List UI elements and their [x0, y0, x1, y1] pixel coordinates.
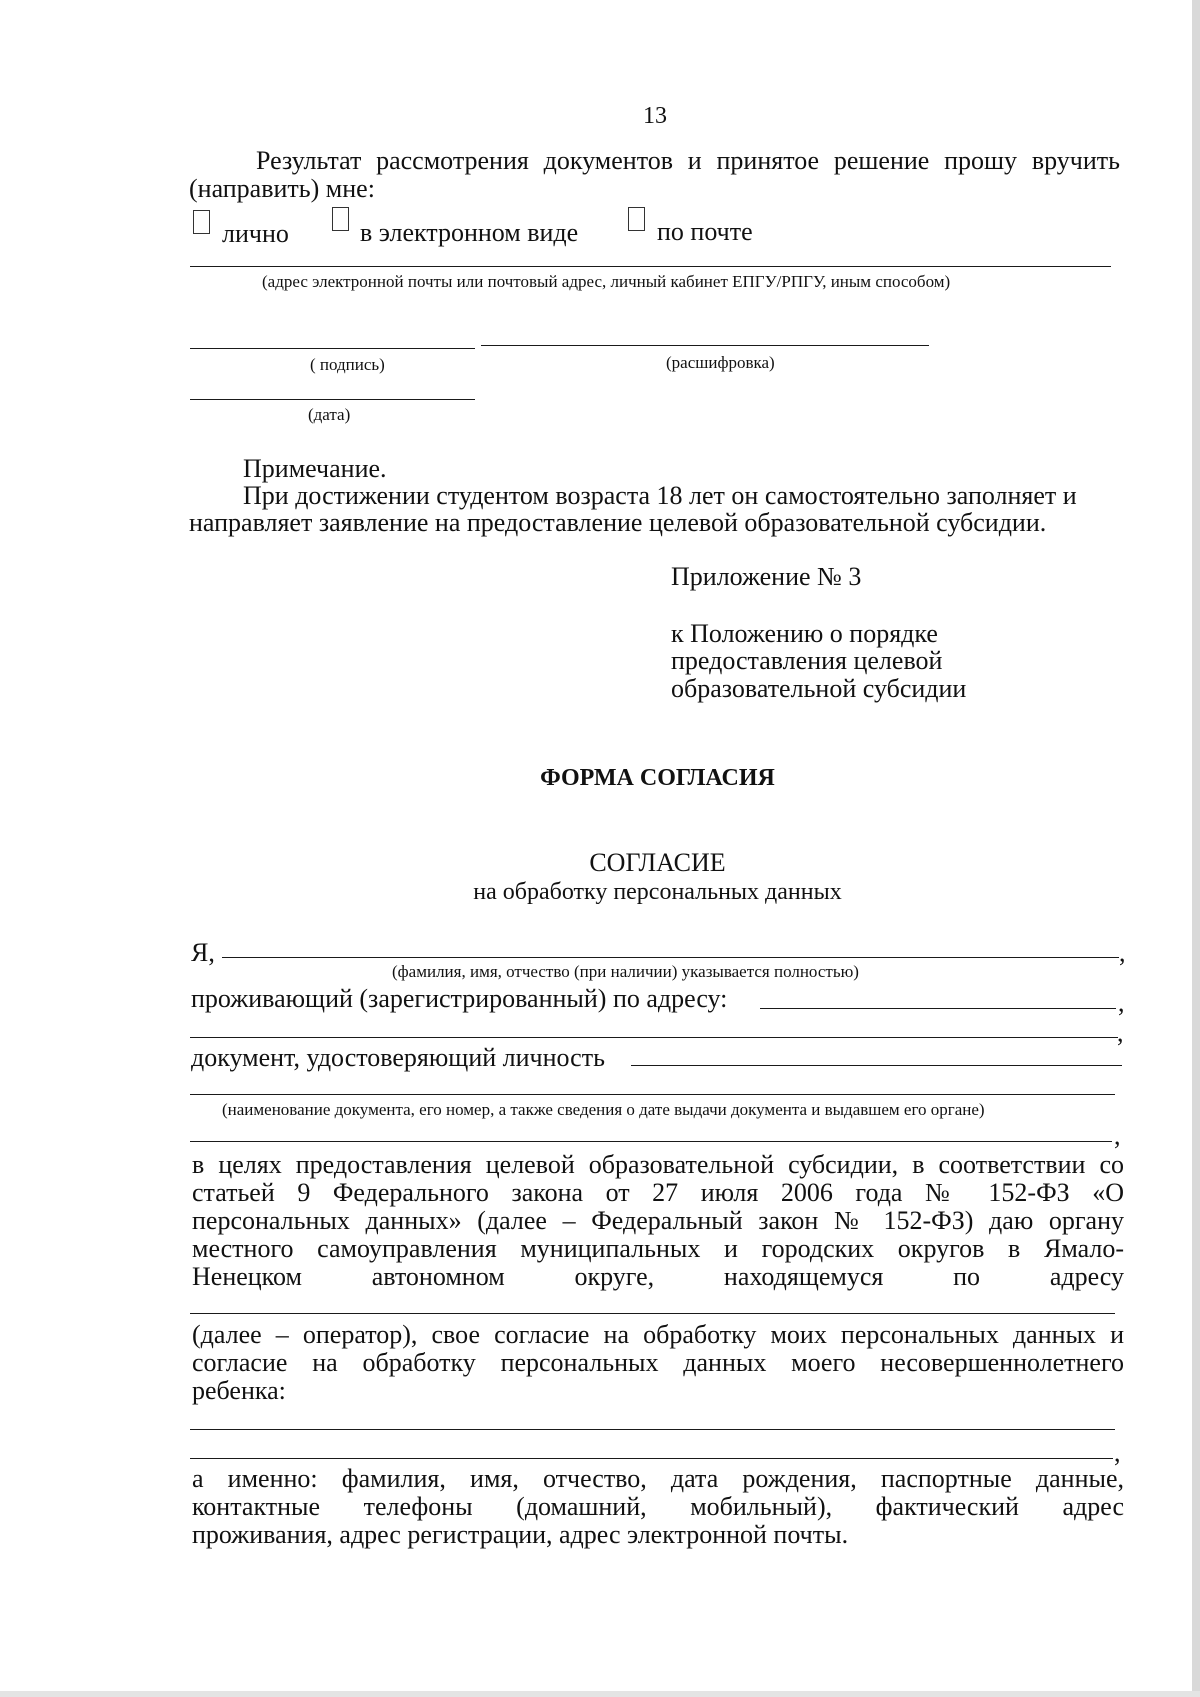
form-title: ФОРМА СОГЛАСИЯ — [540, 765, 775, 791]
para3-line-3: проживания, адрес регистрации, адрес электронной почты. — [192, 1520, 849, 1549]
note-line-2: направляет заявление на предоставление целевой образовательной субсидии. — [189, 508, 1047, 537]
consent-subtitle: на обработку персональных данных — [473, 879, 842, 905]
para1-line-3: персональных данных» (далее – Федеральный закон № 152-ФЗ) даю органу — [192, 1206, 1124, 1235]
para1-line-5: Ненецком автономном округе, находящемуся по адресу — [192, 1262, 1124, 1291]
scan-edge-bottom — [0, 1691, 1200, 1697]
address-line[interactable] — [190, 266, 1111, 267]
decoding-caption: (расшифровка) — [666, 353, 775, 372]
id-document-line-3[interactable] — [190, 1141, 1112, 1142]
note-title: Примечание. — [243, 454, 387, 483]
para1-line-4: местного самоуправления муниципальных и городских округов в Ямало- — [192, 1234, 1124, 1263]
signature-caption: ( подпись) — [310, 355, 385, 374]
id-document-line[interactable] — [631, 1065, 1122, 1066]
para1-line-1: в целях предоставления целевой образовательной субсидии, в соответствии со — [192, 1150, 1124, 1179]
page-number: 13 — [643, 103, 667, 129]
i-prefix: Я, — [191, 938, 215, 967]
consent-title: СОГЛАСИЕ — [589, 848, 726, 877]
result-line-2: (направить) мне: — [189, 174, 375, 203]
scan-edge-right — [1192, 0, 1200, 1697]
checkbox-electronic[interactable] — [332, 207, 349, 231]
address-caption: (адрес электронной почты или почтовый адрес, личный кабинет ЕПГУ/РПГУ, иным способом) — [262, 272, 951, 291]
checkbox-mail[interactable] — [628, 207, 645, 231]
para2-line-3: ребенка: — [192, 1376, 286, 1405]
child-data-line-2[interactable] — [190, 1458, 1113, 1459]
residing-comma: , — [1118, 988, 1125, 1017]
result-line-1: Результат рассмотрения документов и принятое решение прошу вручить — [256, 146, 1120, 175]
operator-address-line[interactable] — [190, 1313, 1115, 1314]
para3-line-2: контактные телефоны (домашний, мобильный), фактический адрес — [192, 1492, 1124, 1521]
id-document-line-2[interactable] — [190, 1094, 1115, 1095]
residing-comma-2: , — [1117, 1018, 1124, 1047]
date-caption: (дата) — [308, 405, 351, 424]
checkbox-personally[interactable] — [193, 210, 210, 234]
date-line[interactable] — [190, 399, 475, 400]
appendix-number: Приложение № 3 — [671, 562, 862, 591]
residing-label: проживающий (зарегистрированный) по адресу: — [191, 984, 728, 1013]
child-data-comma: , — [1114, 1438, 1121, 1467]
fio-caption: (фамилия, имя, отчество (при наличии) указывается полностью) — [392, 962, 859, 981]
option-electronic-label: в электронном виде — [360, 218, 579, 247]
fio-line[interactable] — [222, 957, 1119, 958]
residing-line[interactable] — [760, 1008, 1116, 1009]
doc-caption: (наименование документа, его номер, а также сведения о дате выдачи документа и выдавшем его органе) — [222, 1100, 985, 1119]
appendix-line-1: к Положению о порядке — [671, 619, 938, 648]
option-personally-label: лично — [222, 219, 289, 248]
appendix-line-3: образовательной субсидии — [671, 674, 967, 703]
signature-line[interactable] — [190, 348, 475, 349]
decoding-line[interactable] — [481, 345, 929, 346]
option-mail-label: по почте — [657, 217, 753, 246]
fio-comma: , — [1119, 938, 1126, 967]
para1-line-2: статьей 9 Федерального закона от 27 июля 2006 года № 152-ФЗ «О — [192, 1178, 1124, 1207]
para2-line-2: согласие на обработку персональных данных моего несовершеннолетнего — [192, 1348, 1124, 1377]
residing-line-2[interactable] — [190, 1037, 1118, 1038]
id-document-label: документ, удостоверяющий личность — [191, 1043, 605, 1072]
appendix-line-2: предоставления целевой — [671, 646, 943, 675]
para3-line-1: а именно: фамилия, имя, отчество, дата рождения, паспортные данные, — [192, 1464, 1124, 1493]
note-line-1: При достижении студентом возраста 18 лет он самостоятельно заполняет и — [243, 481, 1077, 510]
child-data-line-1[interactable] — [190, 1429, 1115, 1430]
para2-line-1: (далее – оператор), свое согласие на обработку моих персональных данных и — [192, 1320, 1124, 1349]
id-document-comma: , — [1114, 1121, 1121, 1150]
